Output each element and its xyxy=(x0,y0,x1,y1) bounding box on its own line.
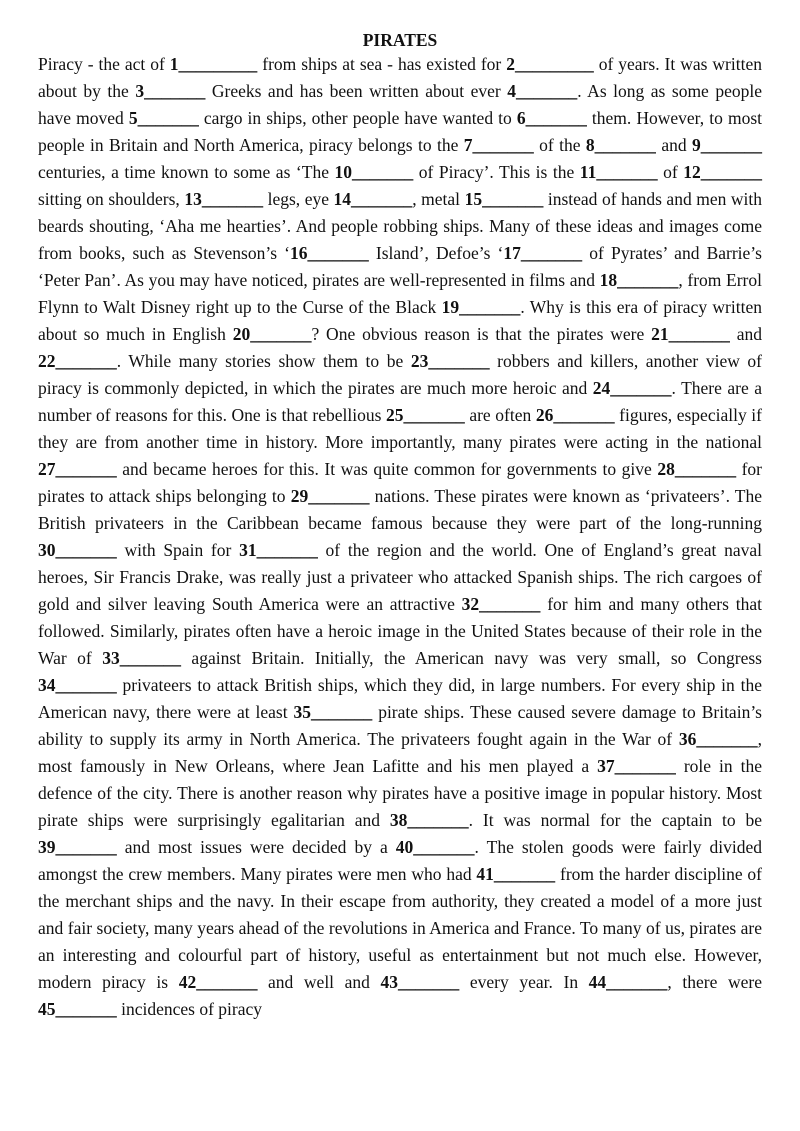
passage-text: Greeks and has been written about ever xyxy=(205,81,508,101)
gap-number: 25 xyxy=(385,405,404,425)
gap-blank[interactable]: _______ xyxy=(55,999,117,1019)
cloze-passage xyxy=(38,51,762,1023)
gap-9[interactable] xyxy=(692,135,762,155)
gap-12[interactable] xyxy=(683,162,762,182)
gap-30[interactable] xyxy=(38,540,117,560)
gap-29[interactable] xyxy=(291,486,370,506)
gap-blank[interactable]: _______ xyxy=(403,405,465,425)
gap-5[interactable] xyxy=(129,108,199,128)
passage-text: instead of hands and men with beards shouting, ‘Aha me hearties’. And people robbing ships. Many of these ideas and images come from books, such as Stevenson’s ‘ xyxy=(38,189,762,263)
gap-blank[interactable]: _______ xyxy=(307,243,369,263)
passage-text: of years. It was written about by the xyxy=(38,54,762,101)
gap-25[interactable] xyxy=(386,405,465,425)
passage-text: figures, especially if they are from another time in history. More importantly, many pirates were acting in the national xyxy=(38,405,762,452)
gap-number: 33 xyxy=(102,648,120,668)
passage-text: . There are a number of reasons for this. One is that rebellious xyxy=(38,378,762,425)
gap-22[interactable] xyxy=(38,351,117,371)
passage-text: incidences of piracy xyxy=(116,999,263,1019)
passage-text: and became heroes for this. It was quite common for governments to give xyxy=(116,459,658,479)
gap-1[interactable] xyxy=(170,54,258,74)
passage-text: of the region and the world. One of England’s great naval heroes, Sir Francis Drake, was really just a privateer who attacked Spanish ships. The rich cargoes of gold and silver leaving South America were an attractive xyxy=(38,540,763,614)
gap-blank[interactable]: _______ xyxy=(352,162,414,182)
gap-33[interactable] xyxy=(102,648,181,668)
gap-number: 6 xyxy=(516,108,526,128)
gap-blank[interactable]: _______ xyxy=(482,189,544,209)
gap-35[interactable] xyxy=(294,702,373,722)
gap-number: 20 xyxy=(232,324,251,344)
gap-blank[interactable]: _______ xyxy=(55,837,117,857)
gap-28[interactable] xyxy=(657,459,736,479)
passage-text: robbers and killers, another view of piracy is commonly depicted, in which the pirates are much more heroic and xyxy=(38,351,762,398)
gap-number: 45 xyxy=(38,999,56,1019)
gap-number: 12 xyxy=(683,162,701,182)
gap-number: 37 xyxy=(597,756,615,776)
page-title: PIRATES xyxy=(362,30,438,50)
gap-blank[interactable]: _______ xyxy=(398,972,460,992)
gap-blank[interactable]: _______ xyxy=(119,648,181,668)
gap-blank[interactable]: _______ xyxy=(668,324,730,344)
gap-blank[interactable]: _________ xyxy=(514,54,594,74)
gap-32[interactable] xyxy=(462,594,541,614)
gap-number: 19 xyxy=(441,297,460,317)
passage-text: centuries, a time known to some as ‘The xyxy=(38,162,335,182)
gap-number: 2 xyxy=(506,54,515,74)
gap-27[interactable] xyxy=(38,459,117,479)
gap-36[interactable] xyxy=(679,729,758,749)
gap-number: 39 xyxy=(38,837,56,857)
gap-blank[interactable]: _______ xyxy=(525,108,587,128)
gap-19[interactable] xyxy=(442,297,521,317)
gap-blank[interactable]: _______ xyxy=(614,756,676,776)
gap-26[interactable] xyxy=(536,405,615,425)
gap-18[interactable] xyxy=(600,270,679,290)
passage-text: . While many stories show them to be xyxy=(116,351,411,371)
passage-text: ? One obvious reason is that the pirates were xyxy=(311,324,652,344)
gap-7[interactable] xyxy=(464,135,534,155)
gap-blank[interactable]: _______ xyxy=(407,810,469,830)
passage-text: . Why is this era of piracy written about so much in English xyxy=(38,297,762,344)
passage-text: and xyxy=(729,324,762,344)
gap-number: 22 xyxy=(38,351,56,371)
gap-number: 5 xyxy=(128,108,138,128)
gap-number: 42 xyxy=(178,972,197,992)
passage-text: for pirates to attack ships belonging to xyxy=(38,459,762,506)
passage-text: sitting on shoulders, xyxy=(38,189,185,209)
gap-blank[interactable]: _______ xyxy=(311,702,373,722)
gap-number: 31 xyxy=(239,540,257,560)
passage-text: Island’, Defoe’s ‘ xyxy=(368,243,504,263)
gap-number: 23 xyxy=(410,351,429,371)
gap-blank[interactable]: _______ xyxy=(553,405,615,425)
gap-6[interactable] xyxy=(517,108,587,128)
gap-number: 36 xyxy=(678,729,697,749)
gap-38[interactable] xyxy=(390,810,469,830)
gap-14[interactable] xyxy=(334,189,413,209)
gap-blank[interactable]: _______ xyxy=(617,270,679,290)
gap-number: 11 xyxy=(579,162,597,182)
gap-blank[interactable]: _______ xyxy=(594,135,656,155)
gap-13[interactable] xyxy=(184,189,263,209)
passage-text: and xyxy=(655,135,692,155)
passage-text: . It was normal for the captain to be xyxy=(468,810,763,830)
gap-blank[interactable]: _______ xyxy=(413,837,475,857)
gap-blank[interactable]: _______ xyxy=(696,729,758,749)
gap-10[interactable] xyxy=(335,162,414,182)
gap-45[interactable] xyxy=(38,999,117,1019)
passage-text: against Britain. Initially, the American navy was very small, so Congress xyxy=(180,648,762,668)
gap-16[interactable] xyxy=(290,243,369,263)
gap-2[interactable] xyxy=(506,54,594,74)
gap-number: 35 xyxy=(293,702,312,722)
gap-number: 17 xyxy=(503,243,521,263)
worksheet-page xyxy=(38,28,762,1023)
gap-number: 18 xyxy=(599,270,618,290)
gap-blank[interactable]: _______ xyxy=(472,135,534,155)
gap-number: 38 xyxy=(389,810,408,830)
gap-4[interactable] xyxy=(507,81,577,101)
gap-blank[interactable]: _______ xyxy=(308,486,370,506)
gap-37[interactable] xyxy=(597,756,676,776)
passage-text: privateers to attack British ships, which they did, in large numbers. For every ship in the American navy, there were at least xyxy=(38,675,762,722)
passage-text: from ships at sea - has existed for xyxy=(257,54,507,74)
gap-40[interactable] xyxy=(396,837,475,857)
gap-number: 34 xyxy=(38,675,56,695)
passage-text: of Piracy’. This is the xyxy=(413,162,580,182)
gap-number: 7 xyxy=(463,135,473,155)
gap-20[interactable] xyxy=(233,324,312,344)
gap-number: 8 xyxy=(585,135,595,155)
gap-43[interactable] xyxy=(381,972,460,992)
passage-text: , from Errol Flynn to Walt Disney right up to the Curse of the Black xyxy=(38,270,762,317)
gap-number: 4 xyxy=(507,81,516,101)
gap-blank[interactable]: _______ xyxy=(596,162,658,182)
gap-number: 41 xyxy=(476,864,494,884)
gap-41[interactable] xyxy=(476,864,555,884)
gap-blank[interactable]: _______ xyxy=(610,378,672,398)
gap-blank[interactable]: _______ xyxy=(493,864,556,884)
passage-text: them. However, to most people in Britain and North America, piracy belongs to the xyxy=(38,108,762,155)
gap-number: 29 xyxy=(290,486,309,506)
gap-15[interactable] xyxy=(465,189,544,209)
gap-blank[interactable]: _______ xyxy=(55,351,117,371)
gap-blank[interactable]: _______ xyxy=(351,189,413,209)
gap-23[interactable] xyxy=(411,351,490,371)
gap-number: 43 xyxy=(380,972,399,992)
gap-44[interactable] xyxy=(589,972,668,992)
gap-number: 32 xyxy=(461,594,480,614)
gap-number: 15 xyxy=(464,189,483,209)
gap-blank[interactable]: _______ xyxy=(55,459,117,479)
passage-text: , most famously in New Orleans, where Jean Lafitte and his men played a xyxy=(38,729,762,776)
gap-number: 26 xyxy=(535,405,554,425)
gap-17[interactable] xyxy=(503,243,582,263)
gap-number: 16 xyxy=(290,243,308,263)
passage-text: with Spain for xyxy=(116,540,240,560)
gap-number: 10 xyxy=(334,162,352,182)
gap-number: 9 xyxy=(692,135,701,155)
gap-blank[interactable]: _______ xyxy=(196,972,258,992)
passage-text: from the harder discipline of the merchant ships and the navy. In their escape from authority, they created a model of a more just and fair society, many years ahead of the revolutions in America and France. To many of us, pirates are an interesting and colourful part of history, useful as entertainment but not much else. However, modern piracy is xyxy=(38,864,762,992)
gap-42[interactable] xyxy=(179,972,258,992)
gap-number: 44 xyxy=(588,972,607,992)
gap-21[interactable] xyxy=(651,324,730,344)
gap-blank[interactable]: _______ xyxy=(201,189,264,209)
passage-text: , metal xyxy=(412,189,465,209)
passage-text: of the xyxy=(533,135,586,155)
gap-number: 30 xyxy=(38,540,56,560)
gap-blank[interactable]: _______ xyxy=(55,540,117,560)
gap-number: 14 xyxy=(333,189,352,209)
gap-blank[interactable]: _______ xyxy=(674,459,737,479)
passage-text: pirate ships. These caused severe damage to Britain’s ability to supply its army in North America. The privateers fought again in the War of xyxy=(38,702,762,749)
passage-text: of xyxy=(657,162,684,182)
gap-blank[interactable]: _________ xyxy=(178,54,258,74)
passage-text: of Pyrates’ and Barrie’s ‘Peter Pan’. As you may have noticed, pirates are well-represented in films and xyxy=(38,243,762,290)
gap-number: 13 xyxy=(184,189,202,209)
gap-number: 1 xyxy=(169,54,179,74)
passage-text: and most issues were decided by a xyxy=(116,837,396,857)
gap-number: 28 xyxy=(657,459,675,479)
passage-text: and well and xyxy=(257,972,381,992)
gap-blank[interactable]: _______ xyxy=(700,162,762,182)
gap-blank[interactable]: _______ xyxy=(256,540,318,560)
gap-8[interactable] xyxy=(586,135,656,155)
gap-blank[interactable]: _______ xyxy=(700,135,762,155)
gap-blank[interactable]: _______ xyxy=(250,324,312,344)
gap-blank[interactable]: _______ xyxy=(516,81,578,101)
gap-number: 3 xyxy=(135,81,145,101)
gap-number: 27 xyxy=(38,459,56,479)
passage-text: legs, eye xyxy=(263,189,334,209)
passage-text: every year. In xyxy=(459,972,589,992)
passage-text: nations. These pirates were known as ‘privateers’. The British privateers in the Caribbean became famous because they were part of the long-running xyxy=(38,486,763,533)
passage-text: for him and many others that followed. Similarly, pirates often have a heroic image in the United States because of their role in the War of xyxy=(38,594,762,668)
passage-text: . As long as some people have moved xyxy=(38,81,762,128)
gap-blank[interactable]: _______ xyxy=(55,675,117,695)
gap-blank[interactable]: _______ xyxy=(479,594,541,614)
gap-number: 24 xyxy=(592,378,611,398)
gap-3[interactable] xyxy=(135,81,205,101)
gap-number: 21 xyxy=(651,324,669,344)
gap-blank[interactable]: _______ xyxy=(144,81,206,101)
passage-text: , there were xyxy=(667,972,762,992)
gap-39[interactable] xyxy=(38,837,117,857)
gap-31[interactable] xyxy=(239,540,318,560)
gap-34[interactable] xyxy=(38,675,117,695)
passage-text: Piracy - the act of xyxy=(38,54,170,74)
passage-text: cargo in ships, other people have wanted to xyxy=(198,108,517,128)
gap-number: 40 xyxy=(395,837,414,857)
gap-11[interactable] xyxy=(580,162,658,182)
passage-text: . The stolen goods were fairly divided amongst the crew members. Many pirates were men who had xyxy=(38,837,762,884)
passage-text: are often xyxy=(464,405,536,425)
gap-blank[interactable]: _______ xyxy=(428,351,490,371)
gap-blank[interactable]: _______ xyxy=(606,972,668,992)
gap-blank[interactable]: _______ xyxy=(520,243,583,263)
gap-blank[interactable]: _______ xyxy=(459,297,521,317)
gap-blank[interactable]: _______ xyxy=(137,108,199,128)
passage-text: role in the defence of the city. There is another reason why pirates have a positive image in popular history. Most pirate ships were surprisingly egalitarian and xyxy=(38,756,762,830)
gap-24[interactable] xyxy=(593,378,672,398)
